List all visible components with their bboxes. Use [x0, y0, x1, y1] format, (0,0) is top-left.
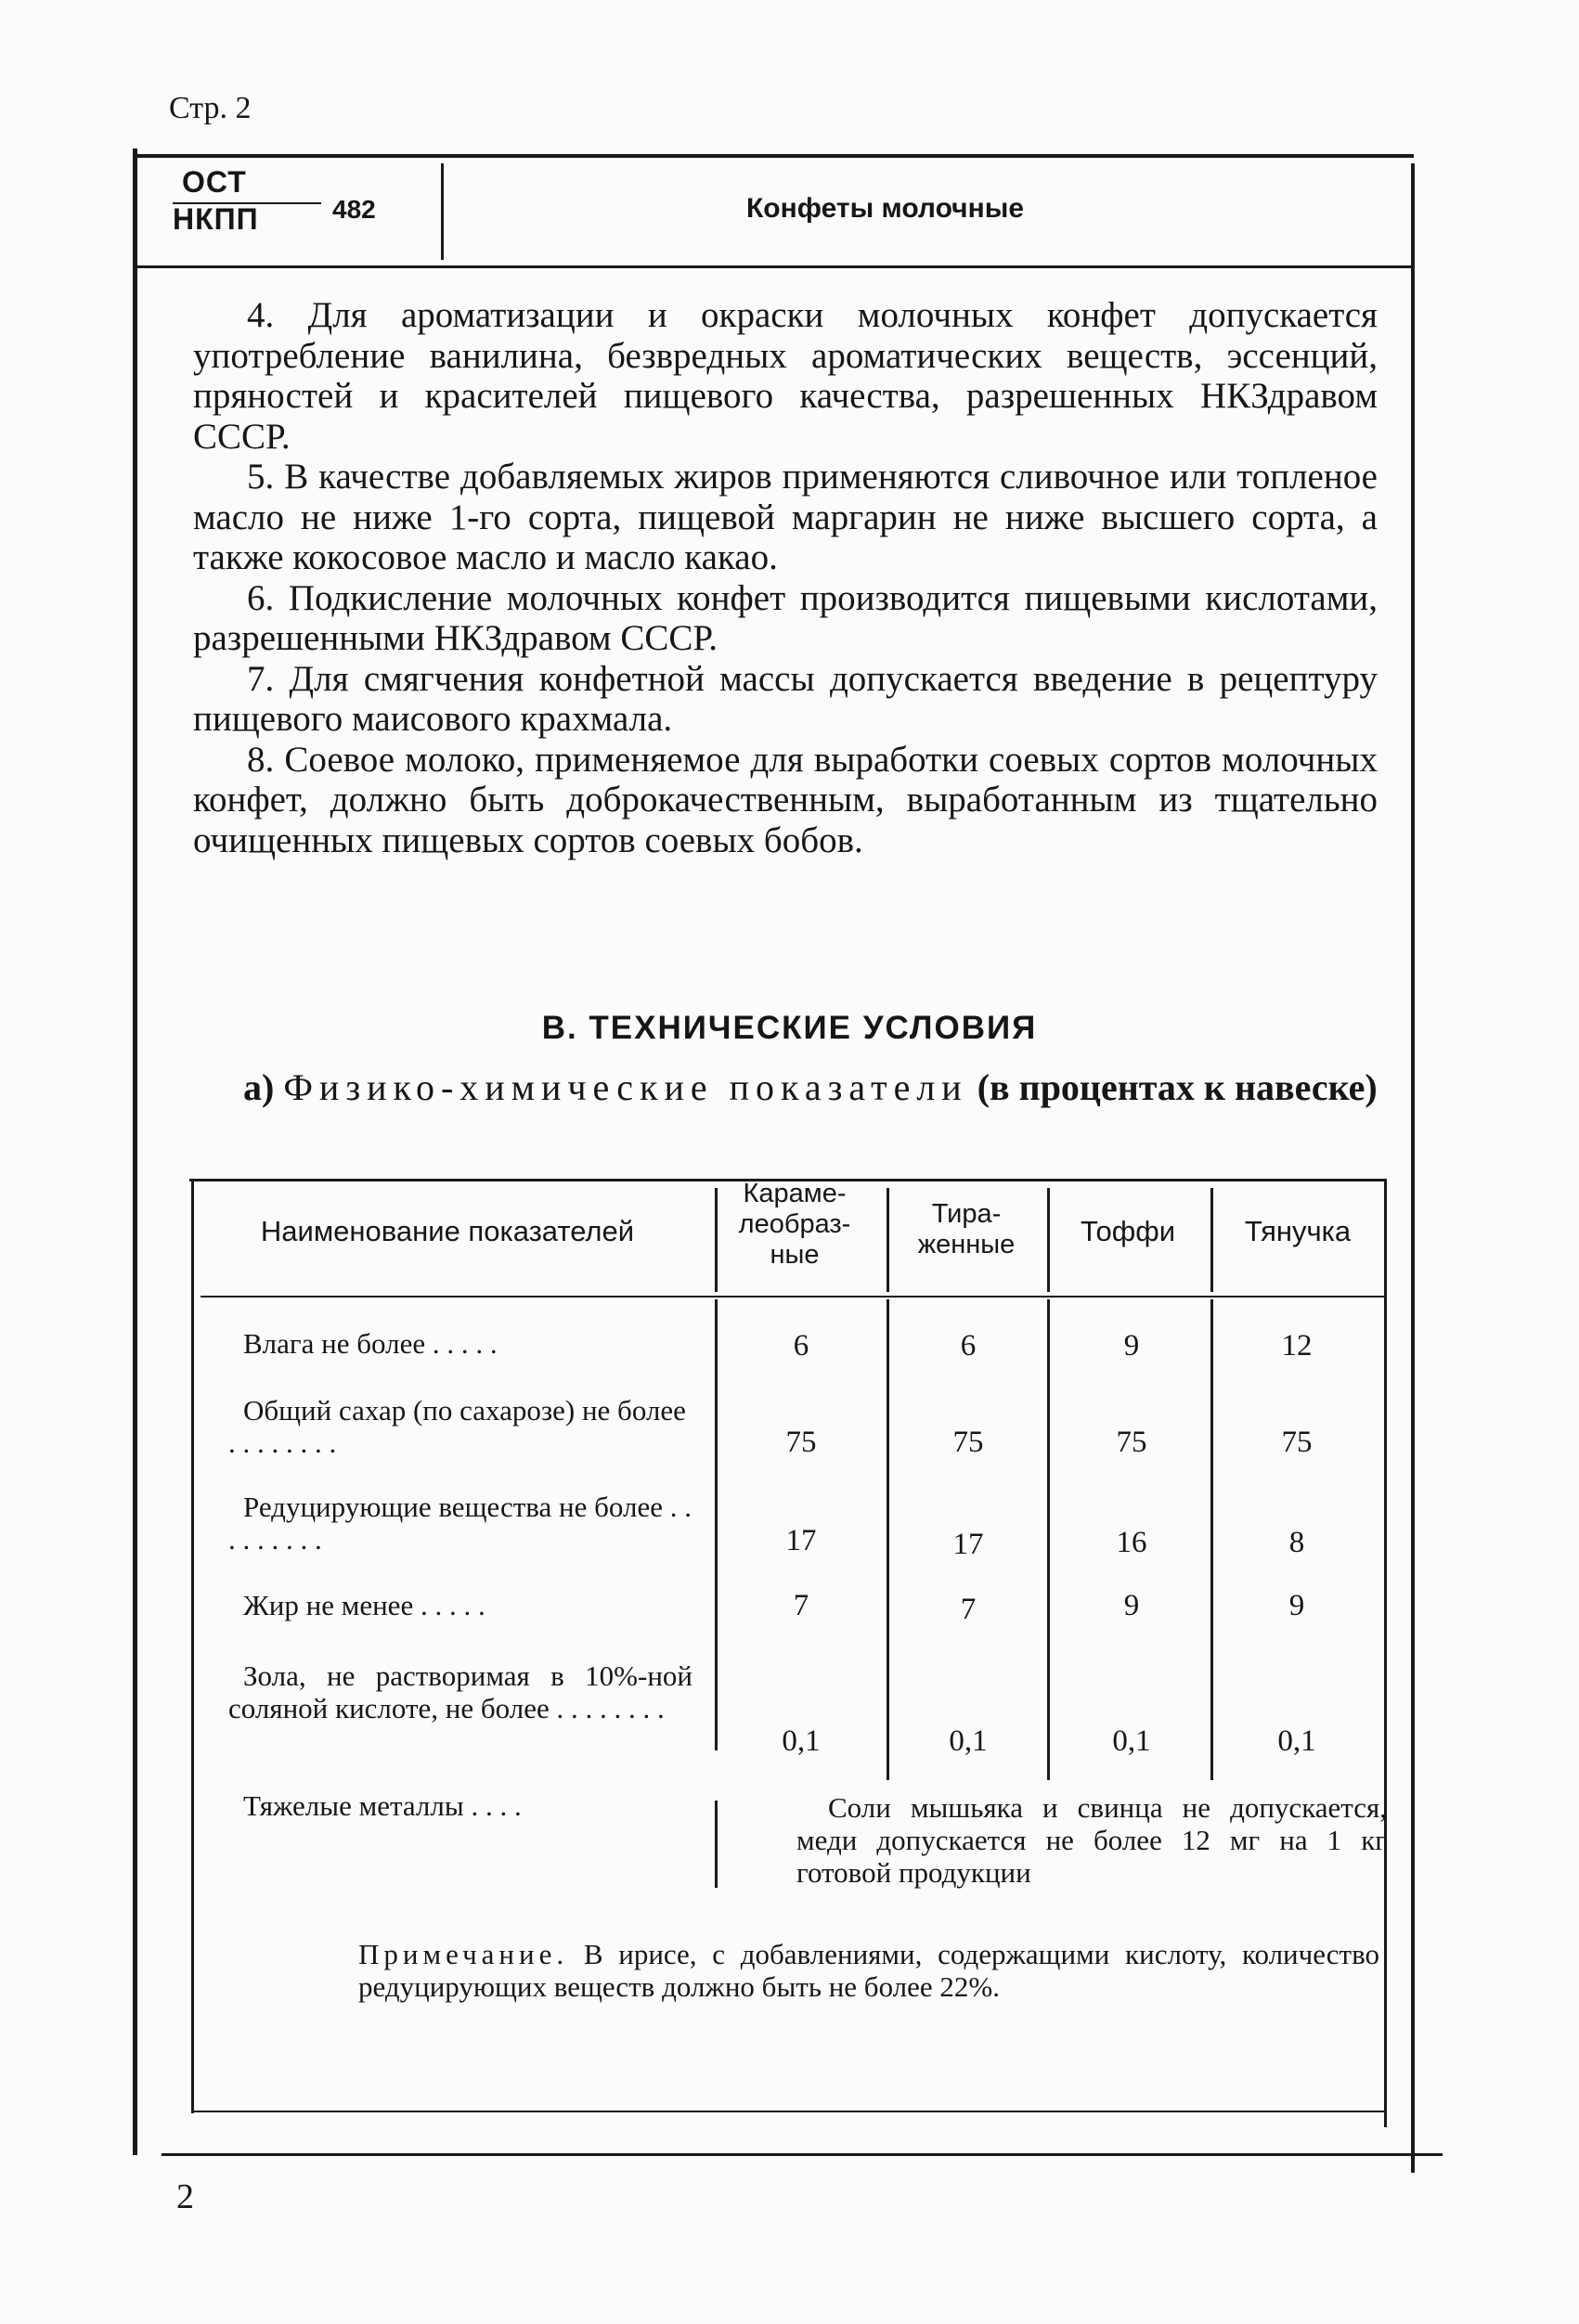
cell-ash-c3: 0,1 [1112, 1724, 1151, 1758]
paragraph-6: 6. Подкисление молочных конфет производится пищевыми кислотами, разрешенными НКЗдравом СССР. [193, 577, 1378, 658]
row-name-heavy-metals: Тяжелые металлы . . . . [243, 1789, 522, 1822]
paragraph-5: 5. В качестве добавляемых жиров применяются сливочное или топленое масло не ниже 1-го сорта, пищевой маргарин не ниже высшего сорта, а также кокосовое масло и масло какао. [193, 457, 1378, 577]
cell-reducing-c1: 17 [785, 1524, 817, 1557]
sub-heading [243, 1065, 1378, 1110]
note-label: Примечание. [358, 1938, 569, 1970]
cell-sugar-c3: 75 [1116, 1426, 1147, 1459]
sub-heading-rest: (в процентах к навеске) [977, 1066, 1378, 1108]
cell-ash-c4: 0,1 [1277, 1724, 1316, 1758]
header-separator [441, 163, 444, 260]
frame-top-rule [137, 154, 1414, 158]
section-heading: В. ТЕХНИЧЕСКИЕ УСЛОВИЯ [541, 1010, 1038, 1046]
paragraph-8: 8. Соевое молоко, применяемое для выработки соевых сортов молочных конфет, должно быть доброкачественным, выработанным из тщательно очищенных пищевых сортов соевых бобов. [193, 739, 1378, 860]
column-rule-3 [1047, 1299, 1050, 1780]
cell-sugar-c2: 75 [952, 1426, 984, 1459]
frame-right-rule [1411, 163, 1415, 2173]
column-rule-4 [1210, 1299, 1213, 1780]
paragraph-7: 7. Для смягчения конфетной массы допускается введение в рецептуру пищевого маисового крахмала. [193, 658, 1378, 739]
sub-heading-prefix: а) [243, 1066, 275, 1108]
cell-reducing-c2: 17 [952, 1528, 984, 1561]
cell-fat-c1: 7 [793, 1589, 809, 1622]
note-text: В ирисе, с добавлениями, содержащими кислоту, количество редуцирующих веществ должно быть не более 22%. [358, 1938, 1380, 2003]
page-bottom-rule [162, 2153, 1443, 2156]
column-rule-1-lower [715, 1801, 718, 1888]
cell-sugar-c4: 75 [1281, 1426, 1313, 1459]
header-tirazhnye: Тира- женные [917, 1199, 1016, 1259]
table-note [358, 1938, 1379, 2003]
frame-left-rule [133, 148, 137, 2155]
cell-reducing-c3: 16 [1116, 1526, 1147, 1559]
cell-reducing-c4: 8 [1288, 1526, 1305, 1559]
cell-moisture-c1: 6 [793, 1329, 809, 1362]
sub-heading-spaced: Физико-химические показатели [283, 1066, 968, 1108]
cell-ash-c2: 0,1 [949, 1724, 988, 1758]
header-title: Конфеты молочные [746, 193, 1025, 224]
header-tyanuchka: Тянучка [1244, 1215, 1352, 1247]
header-toffee: Тоффи [1080, 1215, 1176, 1247]
table-header-rule [201, 1296, 1387, 1298]
row-name-fat: Жир не менее . . . . . [243, 1589, 485, 1621]
cell-fat-c3: 9 [1123, 1589, 1140, 1622]
row-name-moisture: Влага не более . . . . . [243, 1327, 498, 1360]
cell-sugar-c1: 75 [785, 1426, 817, 1459]
cell-ash-c1: 0,1 [782, 1724, 821, 1758]
standard-number: 482 [332, 195, 376, 224]
cell-fat-c4: 9 [1288, 1589, 1305, 1622]
row-name-ash: Зола, не растворимая в 10%-ной соляной кислоте, не более . . . . . . . . [228, 1659, 692, 1724]
cell-moisture-c3: 9 [1123, 1329, 1140, 1362]
standard-code-top: ОСТ [182, 165, 247, 199]
paragraph-4: 4. Для ароматизации и окраски молочных конфет допускается употребление ванилина, безвредных ароматических веществ, эссенций, пряностей и красителей пищевого качества, разрешенных НКЗдравом СССР. [193, 295, 1378, 457]
cell-moisture-c2: 6 [960, 1329, 977, 1362]
standard-code-bottom: НКПП [173, 202, 259, 236]
cell-moisture-c4: 12 [1281, 1329, 1313, 1362]
table-right-rule [1384, 1181, 1387, 2127]
row-name-reducing: Редуцирующие вещества не более . . . . . . . . . [228, 1491, 692, 1556]
table-left-rule [191, 1181, 194, 2113]
header-indicator-name: Наименование показателей [260, 1215, 635, 1247]
header-bottom-rule [137, 265, 1414, 268]
table-bottom-rule [191, 2111, 1387, 2112]
page-number: 2 [176, 2177, 194, 2216]
cell-heavy-metals-span: Соли мышьяка и свинца не допускается, меди допускается не более 12 мг на 1 кг готовой продукции [796, 1791, 1387, 1889]
cell-fat-c2: 7 [960, 1593, 977, 1626]
header-caramel: Караме- леобраз- ные [738, 1179, 851, 1270]
body-text [193, 295, 1378, 860]
row-name-sugar: Общий сахар (по сахарозе) не более . . . . . . . . [228, 1394, 686, 1459]
column-rule-1 [715, 1299, 718, 1750]
page-label: Стр. 2 [169, 91, 252, 125]
